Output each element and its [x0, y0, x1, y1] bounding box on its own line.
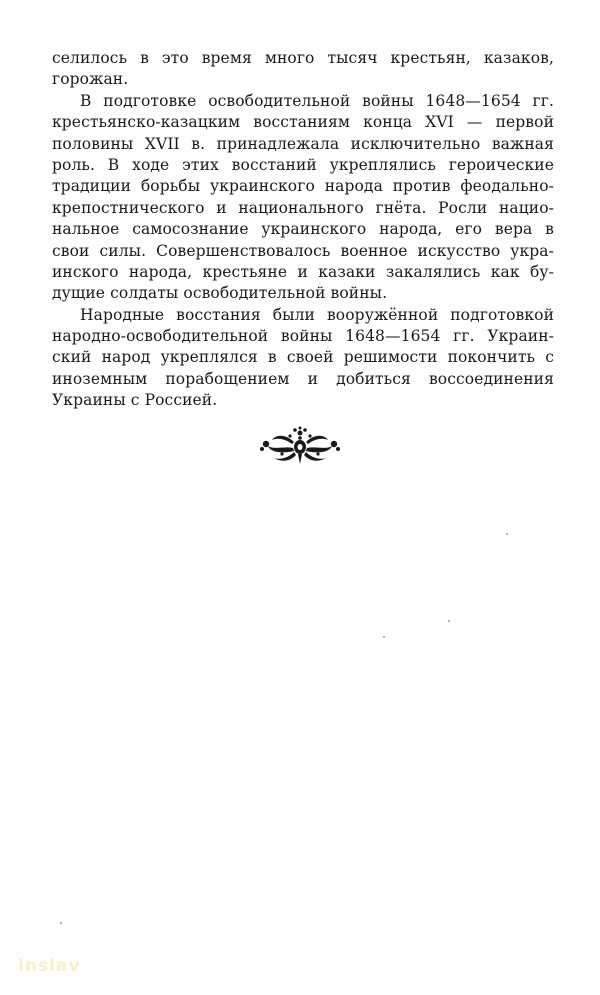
- text-line: дущие солдаты освободительной войны.: [52, 284, 388, 303]
- text-line: роль. В ходе этих восстаний укреплялись героические: [52, 155, 554, 174]
- text-line: ский народ укреплялся в своей решимости покончить с: [52, 348, 554, 367]
- paragraph-start-line: Народные восстания были вооружённой подготовкой: [80, 305, 554, 324]
- paragraph-start-line: В подготовке освободительной войны 1648—1654 гг.: [80, 91, 554, 110]
- text-line: крепостнического и национального гнёта. Росли нацио-: [52, 198, 554, 217]
- text-line: половины XVII в. принадлежала исключительно важная: [52, 134, 554, 153]
- text-line: свои силы. Совершенствовалось военное искусство укра-: [52, 241, 554, 260]
- text-line: нальное самосознание украинского народа, его вера в: [52, 220, 554, 239]
- text-line: инского народа, крестьяне и казаки закалялись как бу-: [52, 262, 554, 281]
- paper-speck: [506, 533, 508, 535]
- text-line: народно-освободительной войны 1648—1654 гг. Украин-: [52, 327, 554, 346]
- floral-ornament-icon: [258, 424, 342, 466]
- text-line: горожан.: [52, 70, 129, 89]
- text-line: Украины с Россией.: [52, 391, 218, 410]
- paper-speck: [448, 620, 450, 622]
- paper-speck: [383, 636, 385, 638]
- text-line: селилось в это время много тысяч крестьян, казаков,: [52, 49, 554, 67]
- body-text: [52, 48, 554, 412]
- text-line: традиции борьбы украинского народа против феодально-: [52, 177, 554, 196]
- paper-speck: [60, 922, 62, 924]
- text-line: крестьянско-казацким восстаниям конца XVI — первой: [52, 113, 554, 132]
- watermark: inslav: [18, 956, 81, 976]
- text-line: иноземным порабощением и добиться воссоединения: [52, 369, 554, 388]
